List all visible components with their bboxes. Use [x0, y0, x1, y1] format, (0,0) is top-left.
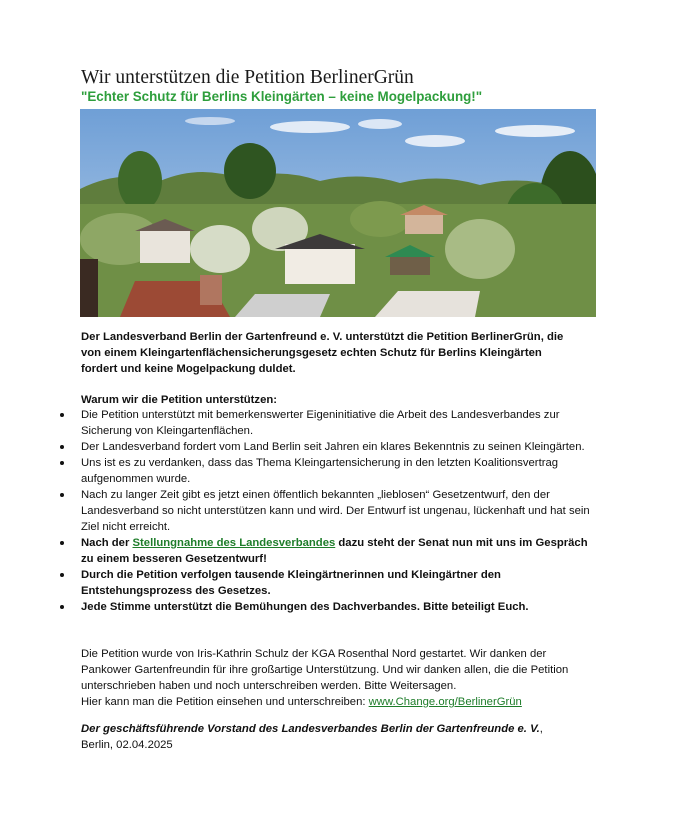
list-item-text: Jede Stimme unterstützt die Bemühungen des Dachverbandes. Bitte beteiligt Euch.	[81, 601, 529, 613]
list-item-text: Der Landesverband fordert vom Land Berlin seit Jahren ein klares Bekenntnis zu seinen Kleingärten.	[81, 441, 585, 453]
statement-link[interactable]: Stellungnahme des Landesverbandes	[132, 537, 336, 549]
list-item-text	[81, 535, 591, 567]
allotment-garden-photo	[80, 109, 596, 317]
list-item	[0, 535, 600, 567]
list-item	[0, 455, 600, 487]
bullet5-text-before: Nach der	[81, 537, 133, 549]
list-item	[0, 407, 600, 439]
list-item	[0, 487, 600, 535]
list-item	[0, 599, 600, 615]
closing-text: Die Petition wurde von Iris-Kathrin Schulz der KGA Rosenthal Nord gestartet. Wir danken der Pankower Gartenfreundin für ihre großartige Unterstützung. Und wir danken allen, die die Petition unterschrieben haben und noch unterschreiben werden. Bitte Weitersagen.	[81, 648, 569, 692]
list-item-text: Uns ist es zu verdanken, dass das Thema Kleingartensicherung in den letzten Koalitionsvertrag aufgenommen wurde.	[81, 457, 559, 485]
page-subtitle: "Echter Schutz für Berlins Kleingärten – keine Mogelpackung!"	[81, 89, 483, 104]
intro-paragraph: Der Landesverband Berlin der Gartenfreund e. V. unterstützt die Petition BerlinerGrün, die von einem Kleingartenflächensicherungsgesetz echten Schutz für Berlins Kleingärten fordert und keine Mogelpackung duldet.	[81, 331, 564, 375]
bullet5-text-after: dazu steht der Senat nun mit uns im Gespräch zu einem besseren Gesetzentwurf!	[81, 537, 588, 565]
list-item-text: Durch die Petition verfolgen tausende Kleingärtnerinnen und Kleingärtner den Entstehungsprozess des Gesetzes.	[81, 569, 501, 597]
bullet-icon	[60, 605, 64, 609]
bullet-icon	[60, 541, 64, 545]
petition-link-intro: Hier kann man die Petition einsehen und unterschreiben:	[81, 696, 369, 708]
signature-line: Der geschäftsführende Vorstand des Landesverbandes Berlin der Gartenfreunde e. V.	[81, 723, 540, 735]
list-item	[0, 439, 600, 455]
petition-link[interactable]: www.Change.org/BerlinerGrün	[368, 696, 522, 708]
list-item-text: Nach zu langer Zeit gibt es jetzt einen öffentlich bekannten „lieblosen“ Gesetzentwurf, den der Landesverband so nicht unterstützen kann und wird. Der Entwurf ist ungenau, lückenhaft und hat sein Ziel nicht erreicht.	[81, 489, 590, 533]
why-heading: Warum wir die Petition unterstützen:	[81, 394, 278, 406]
list-item-text: Die Petition unterstützt mit bemerkenswerter Eigeninitiative die Arbeit des Landesverbandes zur Sicherung von Kleingartenflächen.	[81, 409, 560, 437]
bullet-icon	[60, 413, 64, 417]
reasons-list	[0, 407, 600, 615]
bullet-icon	[60, 573, 64, 577]
list-item	[0, 567, 600, 599]
bullet-icon	[60, 493, 64, 497]
signoff	[81, 721, 601, 753]
page-title: Wir unterstützen die Petition BerlinerGrün	[81, 67, 414, 88]
bullet-icon	[60, 461, 64, 465]
place-date: Berlin, 02.04.2025	[81, 739, 173, 751]
signature-comma: ,	[539, 723, 543, 735]
closing-paragraph	[81, 646, 591, 710]
bullet-icon	[60, 445, 64, 449]
